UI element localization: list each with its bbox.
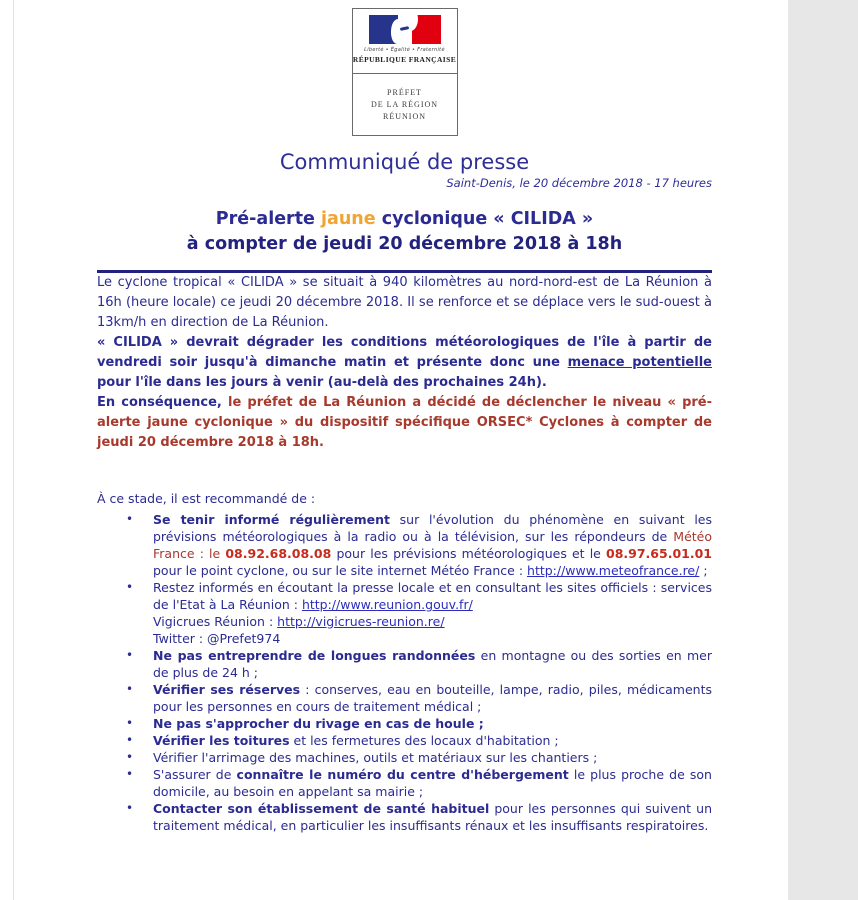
page-left-edge bbox=[13, 0, 14, 900]
list-item bbox=[153, 800, 712, 834]
link-vigicrues[interactable]: http://vigicrues-reunion.re/ bbox=[277, 614, 445, 629]
press-release-title: Communiqué de presse bbox=[279, 150, 530, 174]
text-span: Ne pas s'approcher du rivage en cas de houle ; bbox=[153, 716, 484, 731]
paragraph-decision bbox=[97, 393, 712, 453]
list-item bbox=[153, 647, 712, 681]
list-item bbox=[153, 681, 712, 715]
text-span: menace potentielle bbox=[567, 355, 712, 370]
prefet-line: DE LA RÉGION bbox=[370, 99, 439, 109]
text-span: pour l'île dans les jours à venir (au-delà des prochaines 24h). bbox=[97, 375, 547, 390]
prefet-line: RÉUNION bbox=[383, 111, 426, 121]
text-span: Le cyclone tropical « CILIDA » se situait à 940 kilomètres au nord-nord-est de La Réunion à 16h (heure locale) ce jeudi 20 décembre 2018. Il se renforce et se déplace vers le sud-ouest à 13km/h en direction de La Réunion. bbox=[97, 275, 712, 330]
prefet-line: PRÉFET bbox=[387, 87, 422, 97]
alert-headline-line1 bbox=[97, 207, 712, 232]
text-span: pour le point cyclone, ou sur le site internet Météo France : bbox=[153, 563, 528, 578]
text-span: Vérifier ses réserves bbox=[153, 682, 301, 697]
list-item bbox=[153, 749, 712, 766]
text-span: 08.92.68.08.08 bbox=[225, 546, 332, 561]
text-span: Météo France : le bbox=[153, 529, 712, 561]
alert-headline-line2: à compter de jeudi 20 décembre 2018 à 18h bbox=[186, 234, 623, 254]
list-item bbox=[153, 766, 712, 800]
text-span: sur l'évolution du phénomène en suivant les prévisions météorologiques à la radio ou à la télévision, sur les répondeurs de bbox=[153, 512, 712, 544]
text-span: connaître le numéro du centre d'hébergement bbox=[236, 767, 569, 782]
text-span: le préfet de La Réunion a décidé de déclencher le niveau « pré-alerte jaune cyclonique » du dispositif spécifique ORSEC* Cyclones à compter de jeudi 20 décembre 2018 à 18h. bbox=[97, 395, 713, 450]
list-item bbox=[153, 511, 712, 579]
logo-republic-label: RÉPUBLIQUE FRANÇAISE bbox=[352, 55, 457, 64]
text-span: Restez informés en écoutant la presse locale et en consultant les sites officiels : services de l'Etat à La Réunion : bbox=[153, 580, 712, 612]
dateline: Saint-Denis, le 20 décembre 2018 - 17 heures bbox=[446, 176, 712, 190]
text-span: pour les personnes qui suivent un traitement médical, en particulier les insuffisants rénaux et les insuffisants respiratoires. bbox=[153, 801, 712, 833]
text-span: Vérifier l'arrimage des machines, outils et matériaux sur les chantiers ; bbox=[153, 750, 598, 765]
logo-motto: Liberté • Égalité • Fraternité bbox=[364, 47, 445, 53]
text-span: Ne pas entreprendre de longues randonnées bbox=[153, 648, 476, 663]
text-span: En conséquence, bbox=[97, 395, 222, 410]
header-logos bbox=[352, 8, 458, 136]
recommendations-list bbox=[97, 511, 712, 834]
text-span: Pré-alerte bbox=[215, 209, 322, 229]
text-span: : conserves, eau en bouteille, lampe, radio, piles, médicaments pour les personnes en cours de traitement médical ; bbox=[153, 682, 712, 714]
text-span: pour les prévisions météorologiques et le bbox=[331, 546, 607, 561]
alert-headline bbox=[97, 207, 712, 257]
text-span: 08.97.65.01.01 bbox=[606, 546, 712, 561]
text-span: Contacter son établissement de santé habituel bbox=[153, 801, 490, 816]
text-span: et les fermetures des locaux d'habitation ; bbox=[289, 733, 559, 748]
list-item bbox=[153, 715, 712, 732]
recommendations-intro: À ce stade, il est recommandé de : bbox=[97, 491, 316, 506]
text-span: Vérifier les toitures bbox=[153, 733, 290, 748]
text-span: Twitter : @Prefet974 bbox=[153, 631, 281, 646]
text-span: le plus proche de son domicile, au besoin en appelant sa mairie ; bbox=[153, 767, 712, 799]
marianne-flag-icon bbox=[369, 15, 441, 44]
press-release-page bbox=[97, 0, 712, 834]
paragraph-situation bbox=[97, 273, 712, 333]
link-meteofrance[interactable]: http://www.meteofrance.re/ bbox=[527, 563, 700, 578]
paragraph-threat bbox=[97, 333, 712, 393]
list-item bbox=[153, 732, 712, 749]
text-span: S'assurer de bbox=[153, 767, 237, 782]
text-span: « CILIDA » devrait dégrader les conditions météorologiques de l'île à partir de vendredi soir jusqu'à dimanche matin et présente donc une bbox=[97, 335, 712, 370]
text-span: en montagne ou des sorties en mer de plus de 24 h ; bbox=[153, 648, 712, 680]
text-span: ; bbox=[699, 563, 708, 578]
text-span: cyclonique « CILIDA » bbox=[375, 209, 594, 229]
list-item bbox=[153, 579, 712, 647]
link-reunion-gouv[interactable]: http://www.reunion.gouv.fr/ bbox=[301, 597, 473, 612]
text-span: Se tenir informé régulièrement bbox=[153, 512, 390, 527]
text-span: Vigicrues Réunion : bbox=[153, 614, 278, 629]
republique-francaise-logo bbox=[352, 8, 458, 74]
prefet-region-reunion-seal bbox=[352, 73, 458, 136]
viewport-gutter bbox=[788, 0, 858, 900]
text-span: jaune bbox=[321, 209, 376, 229]
